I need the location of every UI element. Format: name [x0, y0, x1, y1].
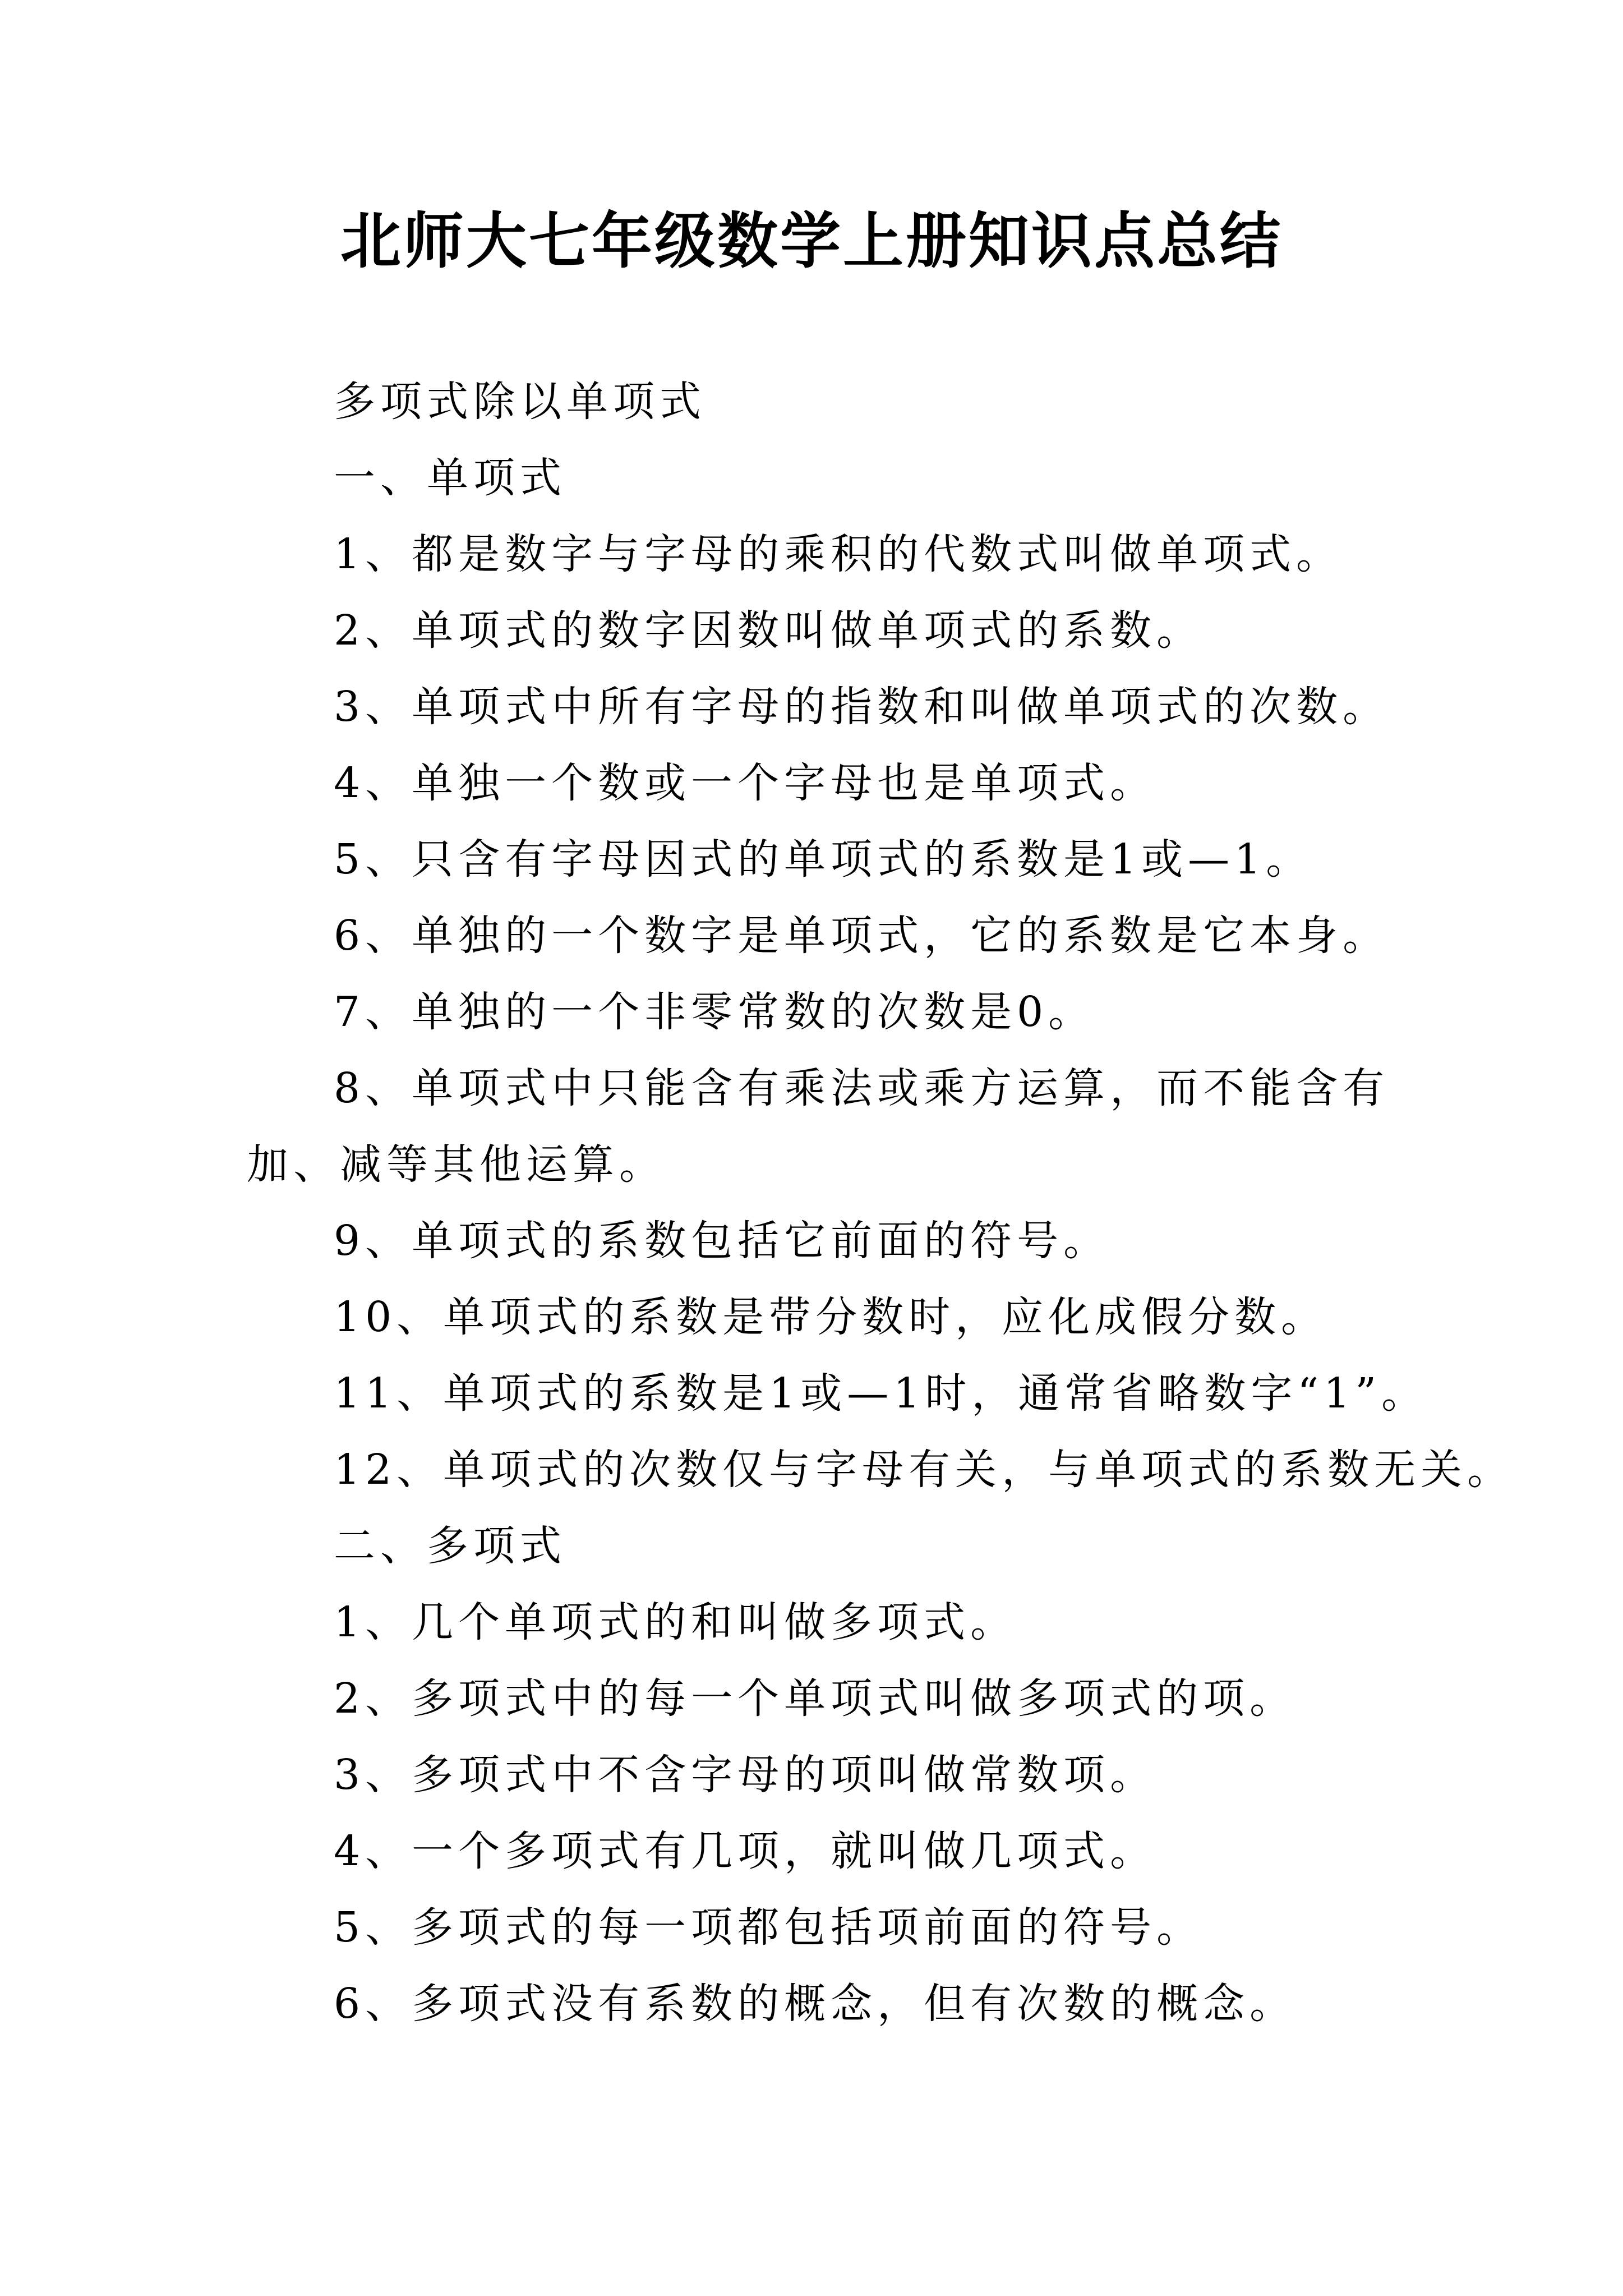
list-item: 3、多项式中不含字母的项叫做常数项。 — [334, 1751, 1157, 1799]
list-item: 1、几个单项式的和叫做多项式。 — [334, 1598, 1017, 1646]
subsection-heading: 一、单项式 — [334, 454, 566, 502]
list-item: 8、单项式中只能含有乘法或乘方运算，而不能含有加、减等其他运算。 — [247, 1064, 1390, 1189]
list-item: 10、单项式的系数是带分数时，应化成假分数。 — [334, 1293, 1328, 1341]
list-item: 12、单项式的次数仅与字母有关，与单项式的系数无关。 — [334, 1446, 1514, 1494]
subsection-heading: 二、多项式 — [334, 1522, 566, 1570]
list-item: 2、多项式中的每一个单项式叫做多项式的项。 — [334, 1674, 1297, 1723]
list-item: 4、一个多项式有几项，就叫做几项式。 — [334, 1827, 1157, 1875]
list-item: 7、单独的一个非零常数的次数是0。 — [334, 988, 1095, 1036]
list-item: 1、都是数字与字母的乘积的代数式叫做单项式。 — [334, 530, 1343, 578]
list-item: 5、只含有字母因式的单项式的系数是1或—1。 — [334, 835, 1313, 884]
list-item: 11、单项式的系数是1或—1时，通常省略数字“1”。 — [334, 1369, 1428, 1418]
list-item: 3、单项式中所有字母的指数和叫做单项式的次数。 — [334, 683, 1390, 731]
list-item: 6、单独的一个数字是单项式，它的系数是它本身。 — [334, 912, 1390, 960]
list-item: 6、多项式没有系数的概念，但有次数的概念。 — [334, 1980, 1297, 2028]
list-item: 4、单独一个数或一个字母也是单项式。 — [334, 759, 1157, 807]
list-item: 2、单项式的数字因数叫做单项式的系数。 — [334, 606, 1204, 655]
document-body — [247, 364, 1514, 2042]
list-item: 9、单项式的系数包括它前面的符号。 — [334, 1217, 1110, 1265]
section-heading: 多项式除以单项式 — [334, 378, 706, 426]
document-title: 北师大七年级数学上册知识点总结 — [340, 206, 1283, 277]
list-item: 5、多项式的每一项都包括项前面的符号。 — [334, 1903, 1204, 1952]
